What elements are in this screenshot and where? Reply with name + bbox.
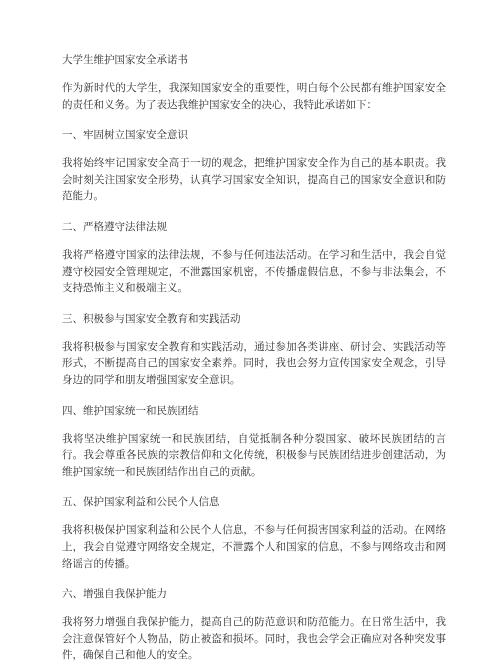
section-body: 我将努力增强自我保护能力，提高自己的防范意识和防范能力。在日常生活中，我会注意保管好个人物品，防止被盗和损坏。同时，我也会学会正确应对各种突发事件，确保自己和他人的安全。 xyxy=(62,616,446,662)
section-5 xyxy=(62,494,446,572)
section-body: 我将积极保护国家利益和公民个人信息，不参与任何损害国家利益的活动。在网络上，我会自觉遵守网络安全规定，不泄露个人和国家的信息，不参与网络攻击和网络谣言的传播。 xyxy=(62,524,446,570)
section-body: 我将积极参与国家安全教育和实践活动，通过参加各类讲座、研讨会、实践活动等形式，不断提高自己的国家安全素养。同时，我也会努力宣传国家安全观念，引导身边的同学和朋友增强国家安全意识。 xyxy=(62,340,446,386)
section-heading: 五、保护国家利益和公民个人信息 xyxy=(62,496,220,509)
section-4 xyxy=(62,403,446,481)
document-title: 大学生维护国家安全承诺书 xyxy=(62,54,188,66)
section-1 xyxy=(62,127,446,205)
section-body: 我将严格遵守国家的法律法规，不参与任何违法活动。在学习和生活中，我会自觉遵守校园安全管理规定，不泄露国家机密，不传播虚假信息，不参与非法集会，不支持恐怖主义和极端主义。 xyxy=(62,248,446,295)
section-2 xyxy=(62,219,446,297)
section-body: 我将始终牢记国家安全高于一切的观念，把维护国家安全作为自己的基本职责。我会时刻关注国家安全形势，认真学习国家安全知识，提高自己的国家安全意识和防范能力。 xyxy=(62,157,446,203)
section-heading: 一、牢固树立国家安全意识 xyxy=(62,129,188,142)
section-heading: 六、增强自我保护能力 xyxy=(62,588,167,601)
intro-paragraph: 作为新时代的大学生，我深知国家安全的重要性，明白每个公民都有维护国家安全的责任和义务。为了表达我维护国家安全的决心，我特此承诺如下： xyxy=(62,82,446,111)
section-3 xyxy=(62,311,446,389)
section-body: 我将坚决维护国家统一和民族团结，自觉抵制各种分裂国家、破坏民族团结的言行。我会尊重各民族的宗教信仰和文化传统，积极参与民族团结进步创建活动，为维护国家统一和民族团结作出自己的贡献。 xyxy=(62,432,446,478)
document-page xyxy=(62,52,446,664)
section-heading: 二、严格遵守法律法规 xyxy=(62,220,167,233)
section-6 xyxy=(62,586,446,664)
section-heading: 四、维护国家统一和民族团结 xyxy=(62,404,199,417)
section-heading: 三、积极参与国家安全教育和实践活动 xyxy=(62,312,241,325)
